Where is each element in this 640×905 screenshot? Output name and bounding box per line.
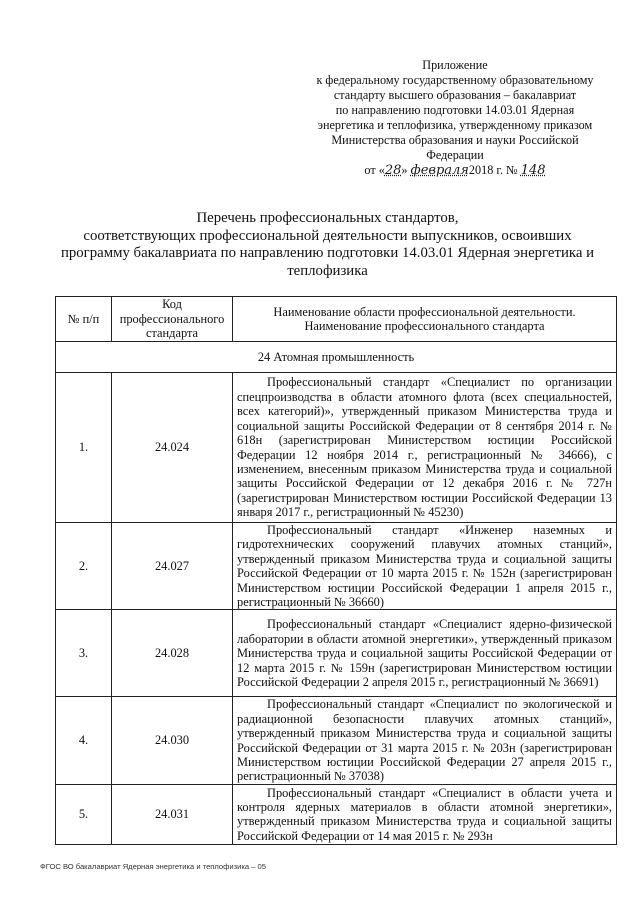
- row-number: 1.: [56, 373, 112, 523]
- order-date-line: [290, 163, 620, 178]
- title-line: теплофизика: [287, 262, 368, 279]
- row-description: Профессиональный стандарт «Специалист по организации спецпроизводства в области атомного флота (всех специальностей, всех категорий)», утвержденный приказом Министерства труда и социальной защиты Российской Федерации от 8 сентября 2014 г. № 618н (зарегистрирован Министерством юстиции Российской Федерации 12 ноября 2014 г., регистрационный № 34666), с изменением, внесенным приказом Министерства труда и социальной защиты Российской Федерации от 12 декабря 2016 г. № 727н (зарегистрирован Министерством юстиции Российской Федерации 13 января 2017 г., регистрационный № 45230): [237, 375, 612, 520]
- table-row: [56, 784, 617, 844]
- row-number: 2.: [56, 523, 112, 610]
- order-prefix: от «: [364, 163, 385, 177]
- title-line: программу бакалавриата по направлению подготовки 14.03.01 Ядерная энергетика и: [60, 245, 595, 261]
- title-line: Перечень профессиональных стандартов,: [196, 210, 459, 226]
- standards-table: [55, 296, 617, 845]
- appendix-line: Министерства образования и науки Российской: [331, 133, 579, 147]
- section-title: 24 Атомная промышленность: [56, 342, 617, 373]
- header-code: Код профессионального стандарта: [112, 297, 233, 342]
- row-code: 24.024: [112, 373, 233, 523]
- handwritten-order-number: 148: [520, 163, 546, 178]
- appendix-line: Приложение: [422, 58, 488, 72]
- table-row: [56, 373, 617, 523]
- row-description: Профессиональный стандарт «Специалист по экологической и радиационной безопасности плавучих атомных станций», утвержденный приказом Министерства труда и социальной защиты Российской Федерации от 31 марта 2015 г. № 203н (зарегистрирован Министерством юстиции Российской Федерации 27 апреля 2015 г., регистрационный № 37038): [237, 697, 612, 784]
- table-row: [56, 610, 617, 697]
- row-number: 5.: [56, 784, 112, 844]
- row-description: Профессиональный стандарт «Инженер наземных и гидротехнических сооружений плавучих атомных станций», утвержденный приказом Министерства труда и социальной защиты Российской Федерации от 10 марта 2015 г. № 152н (зарегистрирован Министерством юстиции Российской Федерации 1 апреля 2015 г., регистрационный № 36660): [237, 523, 612, 610]
- table-header-row: [56, 297, 617, 342]
- document-title: [40, 210, 615, 280]
- table-row: [56, 523, 617, 610]
- appendix-block: [290, 58, 620, 178]
- row-code: 24.031: [112, 784, 233, 844]
- appendix-line: энергетика и теплофизика, утвержденному приказом: [317, 118, 593, 132]
- row-description: Профессиональный стандарт «Специалист в области учета и контроля ядерных материалов в области атомной энергетики», утвержденный приказом Министерства труда и социальной защиты Российской Федерации от 14 мая 2015 г. № 293н: [237, 785, 612, 843]
- section-row: [56, 342, 617, 373]
- table-row: [56, 697, 617, 784]
- order-mid: »: [401, 163, 411, 177]
- page-footer: ФГОС ВО бакалавриат Ядерная энергетика и теплофизика – 05: [40, 862, 266, 871]
- row-code: 24.027: [112, 523, 233, 610]
- handwritten-order-day: 28: [384, 163, 402, 178]
- order-year-no: 2018 г. №: [468, 163, 518, 177]
- appendix-line: Федерации: [426, 148, 484, 162]
- row-number: 4.: [56, 697, 112, 784]
- header-number: № п/п: [56, 297, 112, 342]
- handwritten-order-month: февраля: [410, 163, 469, 178]
- row-code: 24.028: [112, 610, 233, 697]
- appendix-line: к федеральному государственному образовательному: [316, 73, 594, 87]
- title-line: соответствующих профессиональной деятельности выпускников, освоивших: [83, 227, 572, 244]
- appendix-line: по направлению подготовки 14.03.01 Ядерная: [335, 103, 575, 117]
- row-description: Профессиональный стандарт «Специалист ядерно-физической лаборатории в области атомной энергетики», утвержденный приказом Министерства труда и социальной защиты Российской Федерации от 12 марта 2015 г. № 159н (зарегистрирован Министерством юстиции Российской Федерации 2 апреля 2015 г., регистрационный № 36691): [237, 617, 612, 690]
- row-code: 24.030: [112, 697, 233, 784]
- appendix-line: стандарту высшего образования – бакалавриат: [333, 88, 577, 102]
- row-number: 3.: [56, 610, 112, 697]
- header-name: Наименование области профессиональной деятельности. Наименование профессионального стандарта: [233, 297, 617, 342]
